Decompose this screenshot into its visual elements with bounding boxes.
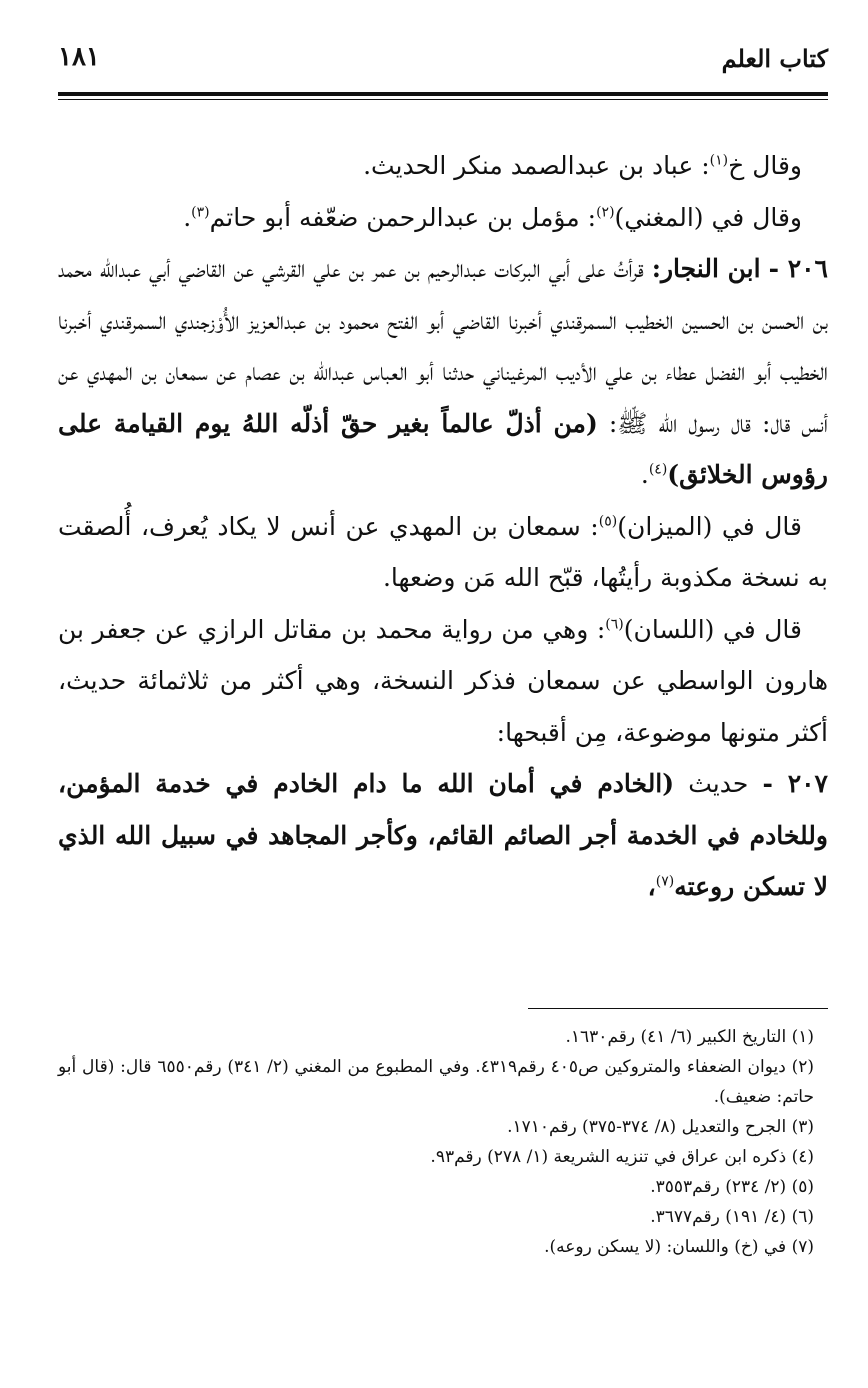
p3-text: قرأتُ على أبي البركات عبدالرحيم بن عمر بن علي القرشي عن القاضي أبي عبدالله محمد بن الحسن بن الحسين الخطيب السمرقندي أخبرنا القاضي أبو الفتح محمود بن عبدالعزيز الأُوْزجندي السمرقندي أخبرنا الخطيب أبو الفضل عطاء بن علي الأديب المرغيناني حدثنا أبو العباس عبدالله بن عصام عن سمعان بن المهدي عن أنس قال: قال رسول الله ﷺ: [58,254,828,438]
footnote-4: (٤) ذكره ابن عراق في تنزيه الشريعة (١/ ٢٧٨) رقم٩٣. [430,1147,814,1167]
paragraph-4 [58,501,828,604]
p6-text: حديث [688,769,749,798]
footnote-marker-3: (٣) [191,204,210,221]
p1-text: وقال خ [728,151,802,180]
p3-end: . [640,460,649,489]
p5-rest: : وهي من رواية محمد بن مقاتل الرازي عن جعفر بن هارون الواسطي عن سمعان فذكر النسخة، وهي أكثر من ثلاثمائة حديث، أكثر متونها موضوعة، مِن أقبحها: [58,614,828,747]
footnote-1: (١) التاريخ الكبير (٦/ ٤١) رقم١٦٣٠. [565,1027,814,1047]
footnote-marker-5: (٥) [598,513,618,530]
entry-number-207: ٢٠٧ - [762,769,828,798]
p4-rest: : سمعان بن المهدي عن أنس لا يكاد يُعرف، أُلصقت به نسخة مكذوبة رأيتُها، قبّح الله مَن وضعها. [58,511,828,592]
paragraph-3 [58,243,828,501]
footnote-marker-7: (٧) [655,873,675,890]
p2-text: وقال في (المغني) [614,202,802,232]
footnote-7: (٧) في (خ) واللسان: (لا يسكن روعه). [544,1237,814,1257]
paragraph-2 [58,192,828,244]
p2-end: . [183,202,192,232]
header-rule-thick [58,92,828,96]
paragraph-1 [58,140,828,192]
p4-text: قال في (الميزان) [617,511,802,541]
header-rule-thin [58,99,828,100]
footnote-marker-4: (٤) [648,461,668,478]
page-number: ١٨١ [58,42,100,72]
footnote-5: (٥) (٢/ ٢٣٤) رقم٣٥٥٣. [650,1177,814,1197]
footnote-6: (٦) (٤/ ١٩١) رقم٣٦٧٧. [650,1207,814,1227]
p3-hadith: (من أذلّ عالماً بغير حقّ أذلّه اللهُ يوم القيامة على رؤوس الخلائق) [58,408,828,489]
running-title: كتاب العلم [721,44,828,73]
footnote-marker-6: (٦) [605,616,624,633]
footnote-separator [528,1008,828,1009]
p2-mid: : مؤمل بن عبدالرحمن ضعّفه أبو حاتم [209,202,597,232]
footnote-marker-2: (٢) [596,204,615,221]
p5-text: قال في (اللسان) [623,614,802,644]
p1-rest: : عباد بن عبدالصمد منكر الحديث. [363,151,710,180]
paragraph-6 [58,758,828,913]
footnotes [58,1022,828,1262]
footnote-2: (٢) ديوان الضعفاء والمتروكين ص٤٠٥ رقم٤٣١٩. وفي المطبوع من المغني (٢/ ٣٤١) رقم٦٥٥٠ قال: (قال أبو حاتم: ضعيف). [58,1057,814,1107]
main-text [58,140,828,913]
page-header [58,38,828,82]
footnote-marker-1: (١) [709,152,729,169]
p6-hadith: (الخادم في أمان الله ما دام الخادم في خدمة المؤمن، وللخادم في الخدمة أجر الصائم القائم، وكأجر المجاهد في سبيل الله الذي لا تسكن روعته [58,769,828,901]
p6-end: ، [647,872,656,901]
entry-number-206: ٢٠٦ - [768,254,828,283]
p3-lead: ابن النجار: [651,254,761,283]
paragraph-5 [58,604,828,759]
footnote-3: (٣) الجرح والتعديل (٨/ ٣٧٤-٣٧٥) رقم١٧١٠. [507,1117,814,1137]
